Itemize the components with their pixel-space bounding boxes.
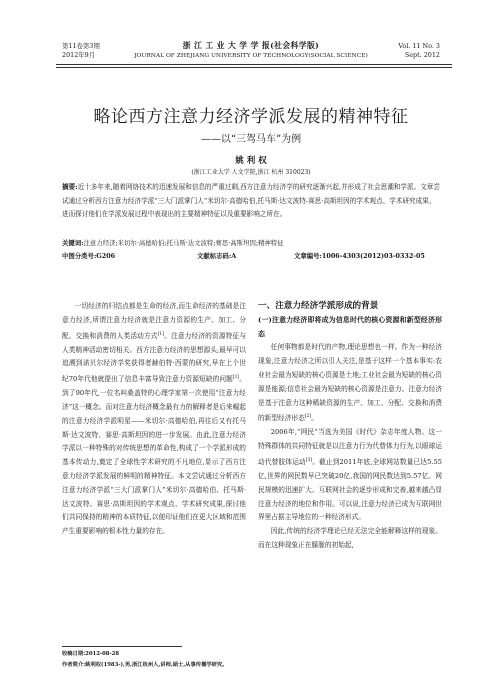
document-code: 文献标志码:A: [197, 252, 237, 260]
abstract-label: 摘要:: [62, 183, 78, 191]
keywords: [62, 237, 440, 249]
body-paragraph: 2006年,“网民”当选为美国《时代》杂志年度人物。这一特殊群体的共同特征就是以注意力行为代替体力行为,以眼球运动代替肢体运动[3]。截止到2011年底,全球网站数量已达5.55亿,世界的网民数早已突破20亿,我国的网民数达到5.57亿。网民规模的迅速扩大、互联网社会的逐步形成和完善,越来越凸显注意力经济的地位和作用。可以说,注意力经济已成为互联网世界里占据主导地位的一种经济形式。: [258, 428, 442, 522]
body-paragraph: 一切经济的归结点都是生命的经济,而生命经济的基础是注意力经济,所谓注意力经济就是注意力资源的生产、加工、分配、交换和消费的人类活动方式[1]。注意力经济的资源特征与人类精神活动密切相关。西方注意力经济的思想源头,最早可以追溯到诺贝尔经济学奖获得者赫伯特·西蒙的研究,早在上个世纪70年代他就提出了信息丰富导致注意力资源短缺的问题[1]。到了90年代,一位名叫桑盖特的心理学家第一次使用“注意力经济”这一概念。而对注意力经济概念最有力的解释者是后来崛起的注意力经济学派明星——米切尔·高德哈伯,再往后又有托马斯·达文波特、赛思·高斯坦因的进一步发展。由此,注意力经济学派以一种特殊的对传统思想的革命性,构成了一个学派形成的基本传动力,奠定了全球性学术研究的不凡地位,显示了西方注意力经济学派发展的鲜明的精神特征。本文尝试通过分析西方注意力经济学派“三大门派掌门人”米切尔·高德哈伯、托马斯·达文波特、赛思·高斯坦因的学术观点、学术研究成果,探讨他们共同保持的精神的本质特征,以便印证他们在更大区域和范围产生重要影响的根本性力量的存在。: [62, 302, 247, 536]
clc-number: 中图分类号:G206: [62, 252, 116, 260]
footnote-received: 收稿日期:2012-08-28: [62, 651, 120, 657]
body-left-column: [62, 300, 246, 539]
header-date-en: Sept. 2012: [404, 51, 440, 59]
header-date: 2012年9月: [62, 51, 96, 59]
keywords-text: 注意力经济;米切尔·高德哈伯;托马斯·达文波特;赛思·高斯坦因;精神特征: [83, 239, 284, 247]
body-paragraph: 因此,传统的经济学理论已经无法完全能解释这样的现象。而在这种现象正在朦胧的初始起,: [258, 527, 442, 550]
article-id: 文章编号:1006-4303(2012)03-0332-05: [294, 252, 425, 260]
header-issue: 第11卷第3期: [62, 42, 100, 50]
journal-title-en: JOURNAL OF ZHEJIANG UNIVERSITY OF TECHNOLOGY(SOCIAL SCIENCE): [134, 53, 368, 59]
abstract: [62, 181, 440, 222]
author-name: 姚 利 权: [235, 156, 267, 166]
header-rule-top: [56, 64, 452, 65]
header-volume: Vol. 11 No. 3: [398, 42, 440, 50]
body-right-column: [258, 300, 442, 553]
footnote-author: 作者简介:姚利权(1983-),男,浙江杭州人,讲师,硕士,从事传播学研究。: [62, 662, 228, 668]
article-subtitle: ——以“三驾马车”为例: [200, 134, 302, 145]
subsection-heading-1-1: (一)注意力经济即将成为信息时代的核心资源和新型经济形态: [258, 315, 442, 338]
footnote-rule: [62, 646, 182, 647]
journal-title-cn: 浙 江 工 业 大 学 学 报(社会科学版): [182, 41, 320, 50]
section-heading-1: 一、注意力经济学派形成的背景: [258, 301, 379, 311]
keywords-label: 关键词:: [62, 239, 84, 247]
abstract-text: 近十多年来,随着网络技术的迅速发展和信息的严重过剩,西方注意力经济学的研究逐渐兴起,并形成了社会思潮和学派。文章尝试通过分析西方注意力经济学派“三大门派掌门人”米切尔·高德哈伯,托马斯·达文波特-赛思·高斯坦因的学术观点、学术研究成果、进而探讨他们在学派发展过程中表现出的主要精神特征以及重要影响之所在。: [62, 183, 440, 219]
article-title: 略论西方注意力经济学派发展的精神特征: [93, 107, 409, 127]
header-rule-bottom: [56, 67, 452, 68]
author-affiliation: (浙江工业大学 人文学院,浙江 杭州 310023): [191, 169, 311, 176]
body-paragraph: 任何事物都是时代的产物,理论思想也一样。作为一种经济现象,注意力经济之所以引人关注,是基于这样一个基本事实:农业社会最为短缺的核心资源是土地;工业社会最为短缺的核心资源是能源;信息社会最为短缺的核心资源是注意力。注意力经济是基于注意力这种稀缺资源的生产、加工、分配、交换和消费的新型经济形态[2]。: [258, 343, 442, 423]
